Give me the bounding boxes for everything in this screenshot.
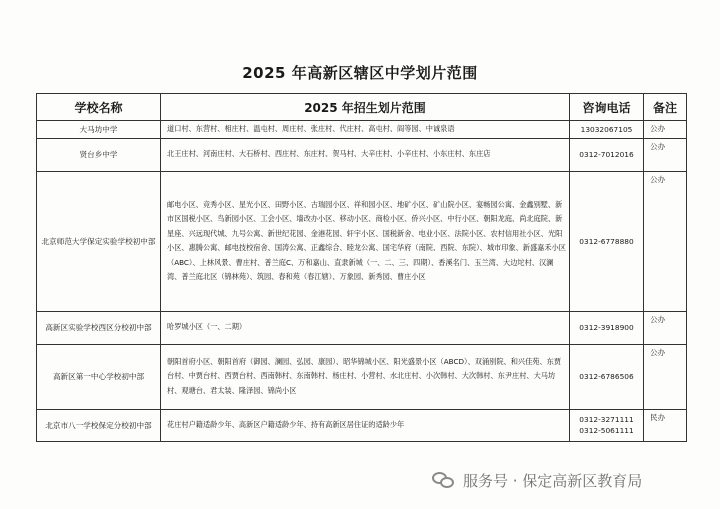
phone-number: 13032067105 xyxy=(570,121,644,139)
school-type: 公办 xyxy=(644,171,687,311)
school-type: 公办 xyxy=(644,344,687,409)
district-range: 道口村、东营村、相庄村、温屯村、周庄村、张庄村、代庄村、高屯村、阎等园、中诚泉语 xyxy=(161,121,570,139)
school-type: 公办 xyxy=(644,138,687,171)
phone-number-2: 0312-5061111 xyxy=(579,426,634,435)
school-type: 公办 xyxy=(644,311,687,344)
school-name: 北京市八一学校保定分校初中部 xyxy=(37,409,161,441)
school-name: 北京师范大学保定实验学校初中部 xyxy=(37,171,161,311)
account-watermark xyxy=(432,467,642,493)
table-row xyxy=(37,409,687,441)
phone-number: 0312-6786506 xyxy=(570,344,644,409)
district-range: 哈罗城小区（一、二期） xyxy=(161,311,570,344)
document-title: 2025 年高新区辖区中学划片范围 xyxy=(242,64,478,82)
district-table xyxy=(36,93,687,442)
header-phone: 咨询电话 xyxy=(570,94,644,121)
account-name: 服务号 · 保定高新区教育局 xyxy=(463,471,643,490)
header-range: 2025 年招生划片范围 xyxy=(161,94,570,121)
table-row xyxy=(37,121,687,139)
district-range: 北王庄村、河南庄村、大石桥村、西庄村、东庄村、贺马村、大辛庄村、小辛庄村、小东庄村、东庄店 xyxy=(161,138,570,171)
phone-number: 0312-3271111 xyxy=(579,415,634,424)
wechat-icon xyxy=(432,470,456,490)
district-range: 朝阳首府小区、朝阳首府（御园、澜园、弘园、康园）、昭华锦城小区、阳光盛景小区（ABCD）、双涌别院、和兴佳苑、东贾台村、中贾台村、西贾台村、西南韩村、东南韩村、杨庄村、小营村、水北庄村、小次韩村、大次韩村、东尹庄村、大马坊村、观塘台、君太装、隆泽园、锦尚小区 xyxy=(161,344,570,409)
school-type: 民办 xyxy=(644,409,687,441)
table-row xyxy=(37,311,687,344)
table-row xyxy=(37,344,687,409)
school-type: 公办 xyxy=(644,121,687,139)
school-name: 高新区实验学校西区分校初中部 xyxy=(37,311,161,344)
header-school: 学校名称 xyxy=(37,94,161,121)
header-note: 备注 xyxy=(644,94,687,121)
district-range: 花庄村户籍适龄少年、高新区户籍适龄少年、持有高新区居住证的适龄少年 xyxy=(161,409,570,441)
school-name: 高新区第一中心学校初中部 xyxy=(37,344,161,409)
table-row xyxy=(37,171,687,311)
phone-number: 0312-6778880 xyxy=(570,171,644,311)
school-name: 大马坊中学 xyxy=(37,121,161,139)
district-range: 邮电小区、竞秀小区、星光小区、田野小区、古瑞园小区、祥和园小区、地矿小区、矿山院小区、宴畅园公寓、金鑫别墅、新市区国税小区、鸟新园小区、工会小区、墙改办小区、移动小区、商检小区、侨兴小区、中行小区、朝阳龙庭、尚北庭院、新星座、兴远现代城、九号公寓、新世纪花园、金港花园、轩宇小区、国税新舍、电业小区、法院小区、农村信用社小区、光阳小区、惠腾公寓、邮电技校宿舍、国涛公寓、正鑫综合、睦龙公寓、国宅华府（南院、西院、东院）、城市印象、新盛嘉禾小区（ABC）、上林风景、曹庄村、普兰庭C、万和嘉山、直隶新城（一、二、三、四期）、香溪名门、玉兰湾、大边坨村、汉澜湾、普兰庭北区（锦林苑）、筑园、春和苑（春江辖）、万象园、新秀园、曹庄小区 xyxy=(161,171,570,311)
table-row xyxy=(37,138,687,171)
school-name: 贤台乡中学 xyxy=(37,138,161,171)
phone-number: 0312-3918900 xyxy=(570,311,644,344)
phone-cell xyxy=(570,409,644,441)
phone-number: 0312-7012016 xyxy=(570,138,644,171)
table-header-row xyxy=(37,94,687,121)
